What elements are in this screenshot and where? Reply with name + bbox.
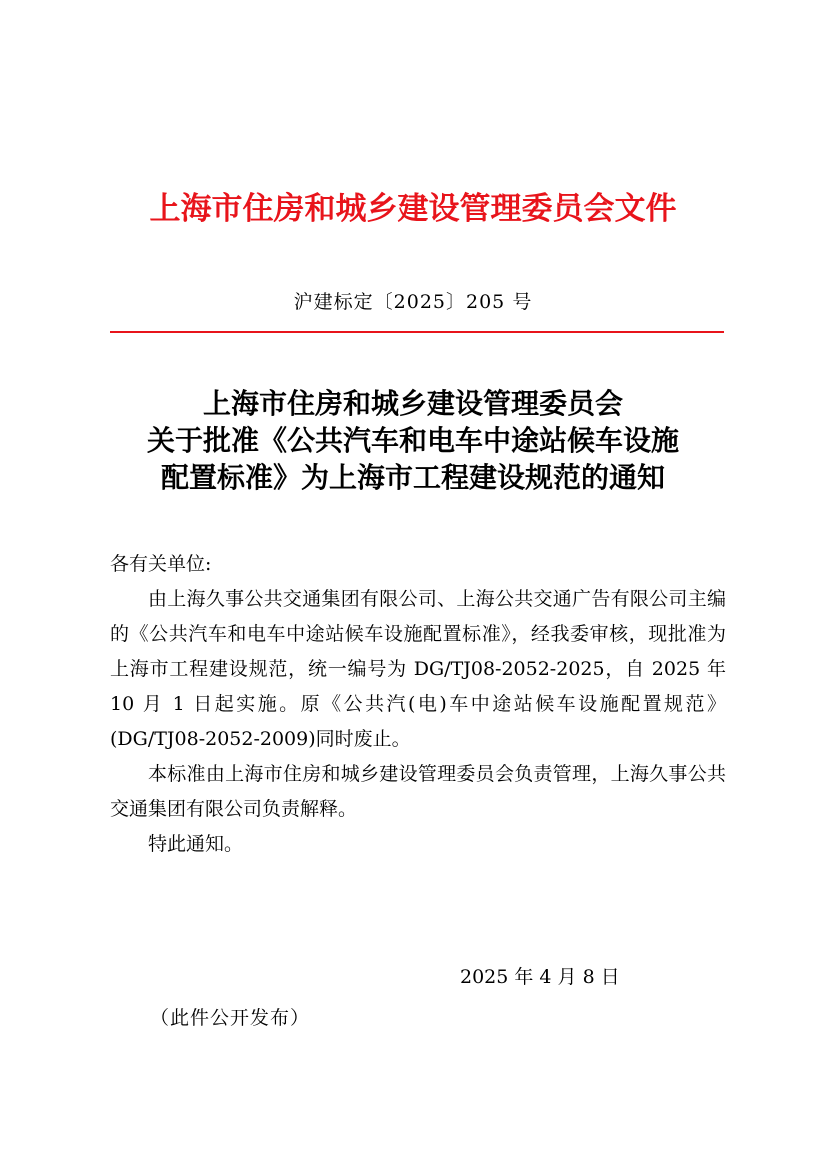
body-paragraph-approval: 由上海久事公共交通集团有限公司、上海公共交通广告有限公司主编的《公共汽车和电车中途站候车设施配置标准》，经我委审核，现批准为上海市工程建设规范，统一编号为 DG/TJ08-2052-2025，自 2025 年 10 月 1 日起实施。原《公共汽(电)车中途站候车设施配置规范》(DG/TJ08-2052-2009)同时废止。 (110, 588, 726, 750)
addressee: 各有关单位: (110, 553, 212, 575)
red-divider (110, 331, 724, 333)
body-paragraph-management: 本标准由上海市住房和城乡建设管理委员会负责管理，上海久事公共交通集团有限公司负责解释。 (110, 763, 726, 820)
document-number: 沪建标定〔2025〕205 号 (293, 291, 533, 313)
notice-title (0, 385, 826, 496)
notice-title-line-2: 关于批准《公共汽车和电车中途站候车设施 (146, 424, 679, 457)
body-paragraph-closing: 特此通知。 (148, 833, 244, 855)
publish-note: （此件公开发布） (150, 1007, 311, 1029)
notice-title-line-1: 上海市住房和城乡建设管理委员会 (202, 387, 623, 420)
document-header-title: 上海市住房和城乡建设管理委员会文件 (149, 191, 677, 227)
issue-date: 2025 年 4 月 8 日 (460, 966, 620, 988)
notice-body (110, 547, 726, 862)
notice-title-line-3: 配置标准》为上海市工程建设规范的通知 (160, 461, 665, 494)
